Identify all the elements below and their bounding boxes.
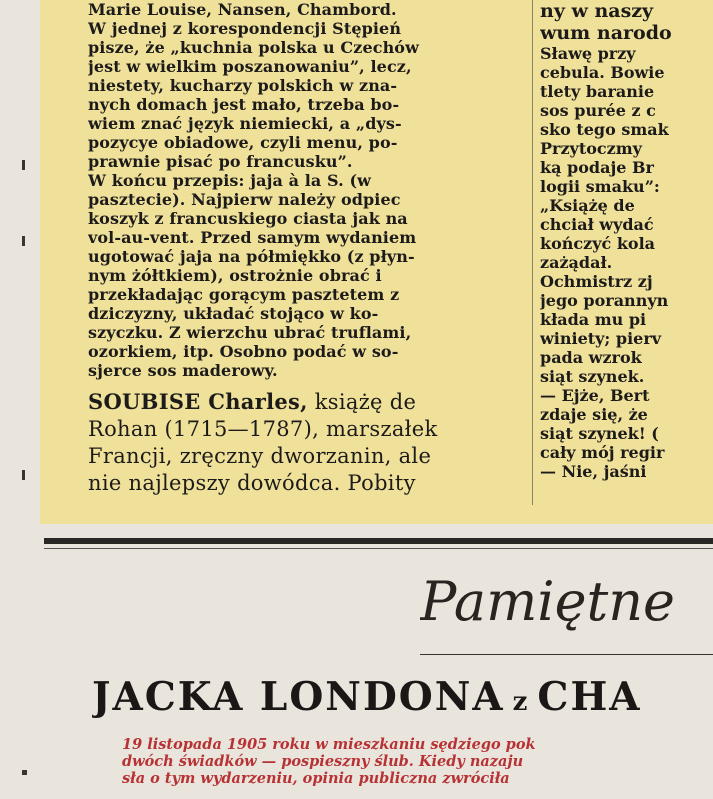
column-divider — [532, 0, 533, 505]
text-line: sos purée z c — [540, 101, 656, 120]
entry-line: nie najlepszy dowódca. Pobity — [88, 471, 416, 495]
text-line: pasztecie). Najpierw należy odpiec — [88, 190, 401, 209]
section-divider — [44, 538, 713, 544]
text-line: przekładając gorącym pasztetem z — [88, 285, 400, 304]
text-line: W końcu przepis: jaja à la S. (w — [88, 171, 372, 190]
text-line: Marie Louise, Nansen, Chambord. — [88, 0, 397, 19]
headline-conjunction: z — [512, 687, 530, 717]
text-line: ugotować jaja na półmiękko (z płyn- — [88, 247, 415, 266]
paragraph-recipe — [88, 171, 524, 380]
text-line: zdaje się, że — [540, 405, 648, 424]
text-line: — Nie, jaśni — [540, 462, 647, 481]
text-line: ozorkiem, itp. Osobno podać w so- — [88, 342, 399, 361]
text-line: nym żółtkiem), ostrożnie obrać i — [88, 266, 382, 285]
text-line: cebula. Bowie — [540, 63, 665, 82]
headline-part-1: JACKA LONDONA — [92, 674, 505, 720]
text-line: wiem znać język niemiecki, a „dys- — [88, 114, 402, 133]
headline-part-2: CHA — [537, 674, 642, 720]
scan-mark — [22, 160, 25, 170]
text-line: siąt szynek. — [540, 367, 645, 386]
text-line: koszyk z francuskiego ciasta jak na — [88, 209, 408, 228]
right-column — [540, 0, 713, 520]
text-line: ką podaje Br — [540, 158, 654, 177]
text-line: pozycye obiadowe, czyli menu, po- — [88, 133, 398, 152]
text-line: vol-au-vent. Przed samym wydaniem — [88, 228, 417, 247]
text-line: szyczku. Z wierzchu ubrać truflami, — [88, 323, 412, 342]
text-line: pada wzrok — [540, 348, 642, 367]
left-column — [88, 0, 524, 520]
section-divider-thin — [44, 548, 713, 549]
text-line: jest w wielkim poszanowaniu”, lecz, — [88, 57, 412, 76]
text-line: chciał wydać — [540, 215, 654, 234]
feature-script-title: Pamiętne — [420, 570, 675, 633]
text-line: tlety baranie — [540, 82, 655, 101]
entry-text: książę de — [314, 390, 417, 414]
text-line: logii smaku”: — [540, 177, 660, 196]
text-line: Przytoczmy — [540, 139, 642, 158]
entry-line: Francji, zręczny dworzanin, ale — [88, 444, 432, 468]
text-line: siąt szynek! ( — [540, 424, 659, 443]
text-line: ny w naszy — [540, 0, 654, 22]
text-line: Sławę przy — [540, 44, 636, 63]
entry-headword: SOUBISE Charles, — [88, 389, 308, 414]
text-line: winiety; pierv — [540, 329, 662, 348]
entry-line: Rohan (1715—1787), marszałek — [88, 417, 438, 441]
lede-line: dwóch świadków — pospieszny ślub. Kiedy nazaju — [122, 753, 524, 770]
text-line: „Książę de — [540, 196, 635, 215]
text-line: jego porannyn — [540, 291, 669, 310]
text-line: — Ejże, Bert — [540, 386, 650, 405]
text-line: sjerce sos maderowy. — [88, 361, 278, 380]
text-line: cały mój regir — [540, 443, 665, 462]
text-line: wum narodo — [540, 22, 672, 44]
text-line: sko tego smak — [540, 120, 669, 139]
text-line: dziczyzny, układać stojąco w ko- — [88, 304, 379, 323]
entry-soubise — [88, 388, 524, 497]
scan-mark — [22, 770, 27, 775]
text-line: zażądał. — [540, 253, 613, 272]
script-title-underline — [420, 654, 713, 655]
text-line: kłada mu pi — [540, 310, 647, 329]
scan-mark — [22, 236, 25, 246]
lede-line: 19 listopada 1905 roku w mieszkaniu sędziego pok — [122, 736, 536, 753]
text-line: kończyć kola — [540, 234, 656, 253]
text-line: niestety, kucharzy polskich w zna- — [88, 76, 398, 95]
text-line: pisze, że „kuchnia polska u Czechów — [88, 38, 419, 57]
lede-line: sła o tym wydarzeniu, opinia publiczna zwróciła — [122, 770, 510, 787]
entry-first-line — [88, 388, 524, 416]
feature-lede — [122, 736, 713, 799]
text-line: Ochmistrz zj — [540, 272, 653, 291]
scan-mark — [22, 470, 25, 480]
text-line: nych domach jest mało, trzeba bo- — [88, 95, 400, 114]
text-line: prawnie pisać po francusku”. — [88, 152, 353, 171]
feature-headline — [92, 674, 713, 724]
text-line: W jednej z korespondencji Stępień — [88, 19, 402, 38]
paragraph-recipe-intro — [88, 0, 524, 171]
